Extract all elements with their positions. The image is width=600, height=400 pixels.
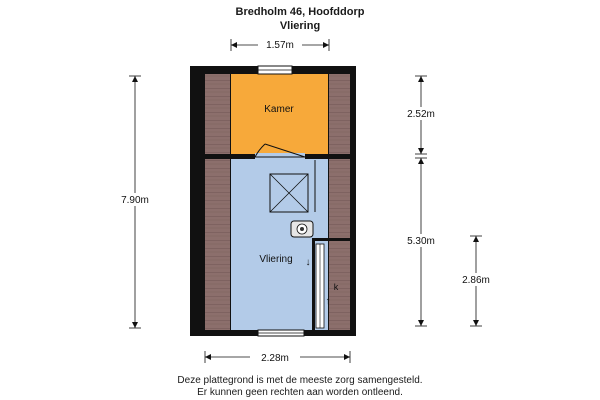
kast-wall-top <box>312 238 350 241</box>
dimension-kamer-length <box>398 76 444 154</box>
boiler-icon <box>291 221 313 237</box>
kast-wall-side <box>312 238 315 330</box>
dimension-bottom-width-label: 2.28m <box>261 353 289 364</box>
stair-arrow-down: ↓ <box>305 257 311 268</box>
plan-address: Bredholm 46, Hoofddorp <box>235 6 365 18</box>
dimension-kast-length <box>453 236 499 326</box>
room-label-kast: k <box>333 282 339 292</box>
roof-slope-left <box>205 74 230 330</box>
dimension-top-width-label: 1.57m <box>266 40 294 51</box>
dimension-kast-length-label: 2.86m <box>462 275 490 286</box>
dimension-vliering-length-label: 5.30m <box>407 236 435 247</box>
dimension-vliering-length <box>398 158 444 326</box>
dimension-bottom-width <box>205 350 350 364</box>
roof-slope-right <box>329 74 350 330</box>
room-label-kamer: Kamer <box>264 104 294 115</box>
plan-floor-name: Vliering <box>279 20 321 32</box>
disclaimer-line-1: Deze plattegrond is met de meeste zorg samengesteld. <box>177 375 423 386</box>
dimension-top-width <box>231 38 329 51</box>
dimension-total-length-label: 7.90m <box>121 195 149 206</box>
dimension-kamer-length-label: 2.52m <box>407 109 435 120</box>
dimension-total-length <box>113 76 157 328</box>
disclaimer-line-2: Er kunnen geen rechten aan worden ontleend. <box>197 387 403 398</box>
stair-arrow-up: ↑ <box>325 296 331 307</box>
room-label-vliering: Vliering <box>259 254 293 265</box>
